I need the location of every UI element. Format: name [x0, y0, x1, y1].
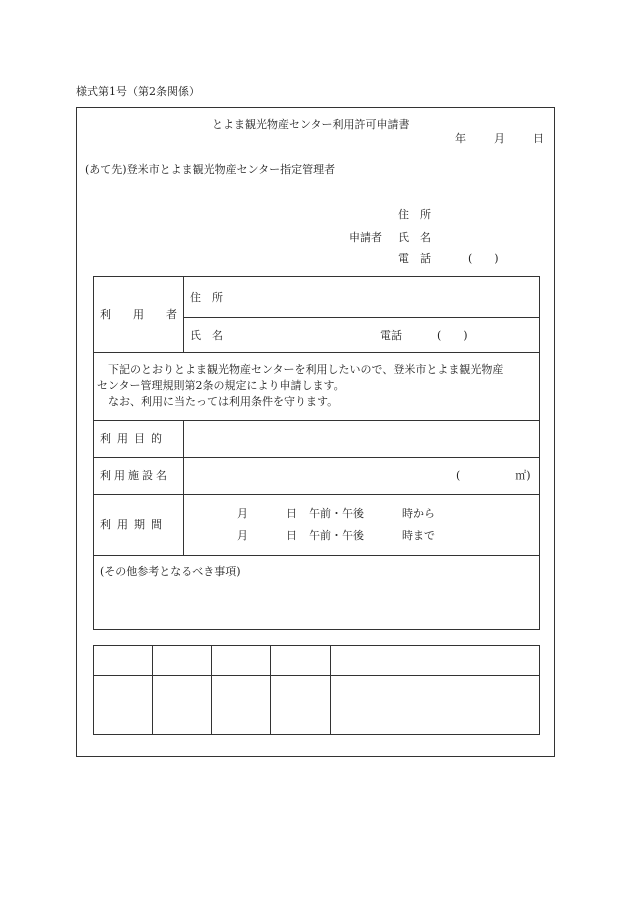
form-title: とよま観光物産センター利用許可申請書: [212, 118, 410, 131]
divider: [183, 276, 184, 352]
divider: [93, 352, 540, 353]
divider: [93, 494, 540, 495]
facility-label: 利用施設名: [100, 469, 170, 482]
purpose-field[interactable]: [188, 425, 534, 451]
facility-field[interactable]: [188, 462, 448, 488]
applicant-address-label: 住 所: [398, 208, 431, 221]
applicant-name-label: 氏 名: [398, 231, 431, 244]
period-row-2-day: 日: [286, 529, 297, 542]
user-name-label: 氏 名: [190, 329, 223, 342]
divider: [183, 317, 540, 318]
period-row-2-suffix: 時まで: [402, 529, 435, 542]
period-row-2-month: 月: [237, 529, 248, 542]
statement-line-2: センター管理規則第2条の規定により申請します。: [97, 379, 345, 392]
user-section-header: 利 用 者: [100, 308, 177, 321]
applicant-role-label: 申請者: [349, 231, 382, 244]
other-notes-field[interactable]: [98, 582, 536, 626]
addressee: (あて先)登米市とよま観光物産センター指定管理者: [85, 163, 336, 176]
date-line: [455, 133, 544, 144]
purpose-label: 利用目的: [100, 432, 168, 445]
divider: [270, 645, 271, 735]
user-tel-label: 電話: [380, 329, 402, 342]
date-month: 月: [494, 132, 505, 145]
period-row-1-suffix: 時から: [402, 507, 435, 520]
period-row-1-month: 月: [237, 507, 248, 520]
user-address-label: 住 所: [190, 291, 223, 304]
divider: [93, 457, 540, 458]
divider: [183, 420, 184, 555]
statement-line-3: なお、利用に当たっては利用条件を守ります。: [108, 395, 339, 408]
period-label: 利用期間: [100, 518, 168, 531]
applicant-tel-paren: ( ): [468, 252, 499, 265]
applicant-tel-label: 電 話: [398, 252, 431, 265]
divider: [93, 420, 540, 421]
form-caption: 様式第1号（第2条関係）: [76, 85, 200, 98]
divider: [211, 645, 212, 735]
statement-line-1: 下記のとおりとよま観光物産センターを利用したいので、登米市とよま観光物産: [108, 363, 504, 376]
period-row-1-ampm: 午前・午後: [309, 507, 364, 520]
divider: [93, 555, 540, 556]
period-row-1-day: 日: [286, 507, 297, 520]
date-year: 年: [455, 132, 466, 145]
official-use-grid: [93, 645, 540, 735]
period-row-2-ampm: 午前・午後: [309, 529, 364, 542]
facility-area-unit: ( ㎡): [456, 469, 531, 482]
other-notes-label: (その他参考となるべき事項): [100, 565, 241, 578]
date-day: 日: [533, 132, 544, 145]
divider: [330, 645, 331, 735]
user-tel-paren: ( ): [437, 329, 468, 342]
divider: [152, 645, 153, 735]
divider: [93, 675, 540, 676]
